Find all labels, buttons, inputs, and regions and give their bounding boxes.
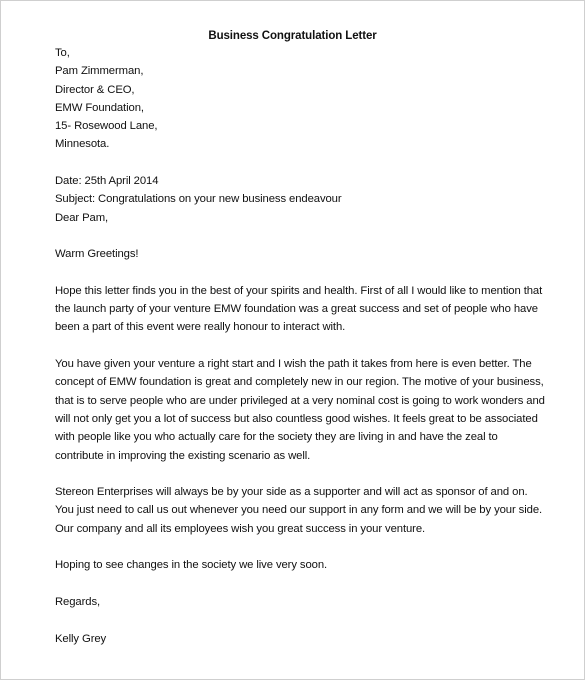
spacer bbox=[55, 227, 535, 245]
letter-subject: Subject: Congratulations on your new business endeavour bbox=[55, 193, 342, 206]
letter-title: Business Congratulation Letter bbox=[208, 30, 377, 42]
paragraph-line: contribute in improving the existing scenario as well. bbox=[55, 449, 311, 462]
closing: Regards, bbox=[55, 595, 101, 608]
spacer bbox=[55, 465, 535, 483]
salutation: Dear Pam, bbox=[55, 211, 109, 224]
spacer bbox=[55, 337, 535, 355]
recipient-city: Minnesota. bbox=[55, 138, 110, 151]
recipient-to: To, bbox=[55, 47, 70, 59]
paragraph-line: Stereon Enterprises will always be by your side as a supporter and will act as sponsor of and on. bbox=[55, 486, 528, 499]
letter-date: Date: 25th April 2014 bbox=[55, 175, 159, 188]
paragraph-line: will not only get you a lot of success but also countless good wishes. It feels great to be associated bbox=[55, 412, 538, 425]
paragraph-line: Hoping to see changes in the society we live very soon. bbox=[55, 559, 328, 572]
letter-body bbox=[55, 44, 545, 648]
spacer bbox=[55, 538, 535, 556]
paragraph-line: that is to serve people who are under privileged at a very nominal cost is going to work wonders and bbox=[55, 394, 545, 407]
paragraph-1 bbox=[55, 282, 543, 337]
paragraph-line: been a part of this event were really honour to interact with. bbox=[55, 321, 346, 334]
spacer bbox=[55, 264, 535, 282]
paragraph-line: with people like you who actually care for the society they are living in and have the zeal to bbox=[55, 431, 498, 444]
spacer bbox=[55, 154, 535, 172]
paragraph-2 bbox=[55, 355, 545, 465]
recipient-organization: EMW Foundation, bbox=[55, 101, 144, 114]
greeting: Warm Greetings! bbox=[55, 248, 139, 261]
signature: Kelly Grey bbox=[55, 632, 107, 645]
paragraph-line: the launch party of your venture EMW foundation was a great success and set of people who have bbox=[55, 303, 538, 316]
spacer bbox=[55, 611, 535, 629]
paragraph-line: You have given your venture a right start and I wish the path it takes from here is even better. The bbox=[55, 358, 532, 371]
paragraph-line: concept of EMW foundation is great and completely new in our region. The motive of your business, bbox=[55, 376, 544, 389]
recipient-position: Director & CEO, bbox=[55, 83, 135, 96]
recipient-name: Pam Zimmerman, bbox=[55, 65, 144, 78]
paragraph-line: Our company and all its employees wish you great success in your venture. bbox=[55, 522, 426, 535]
paragraph-4 bbox=[55, 556, 535, 574]
paragraph-3 bbox=[55, 483, 543, 538]
paragraph-line: Hope this letter finds you in the best of your spirits and health. First of all I would like to mention that bbox=[55, 284, 543, 297]
paragraph-line: You just need to call us out whenever you need our support in any form and we will be by your side. bbox=[55, 504, 543, 517]
spacer bbox=[55, 575, 535, 593]
recipient-street: 15- Rosewood Lane, bbox=[55, 120, 158, 133]
